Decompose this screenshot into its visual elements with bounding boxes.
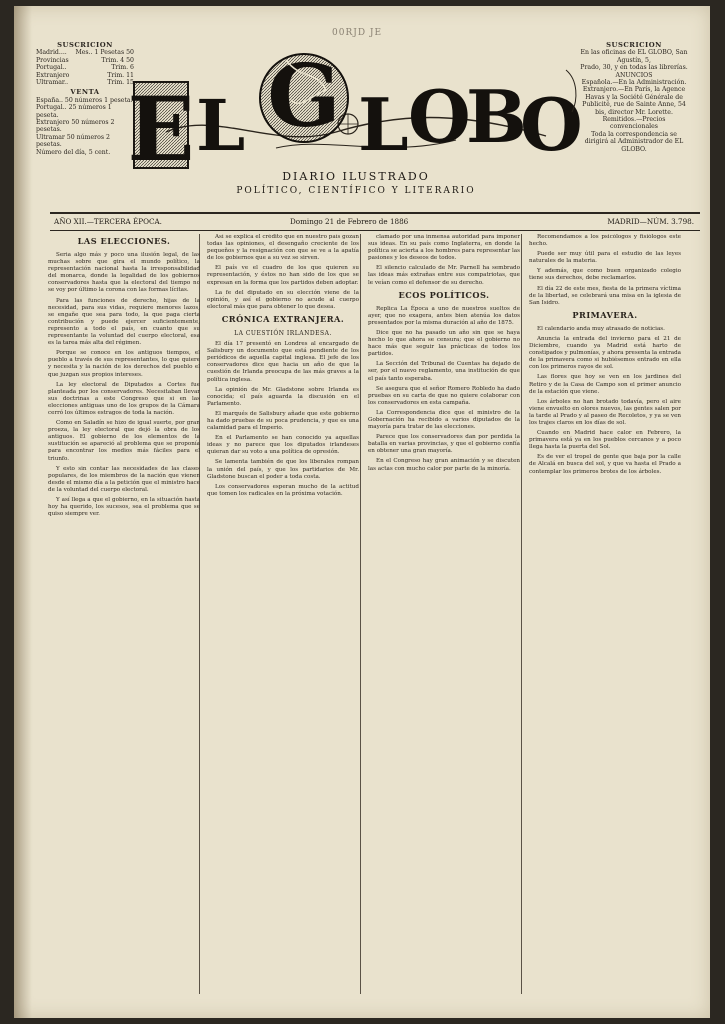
rate-price: Trim. 11 — [107, 71, 134, 79]
article-paragraph: Es de ver el tropel de gente que baja por la calle de Alcalá en busca del sol, y que va hasta el Prado a contemplar los primeros brotes de los árboles. — [529, 454, 681, 475]
rate-region: Ultramar.. — [36, 79, 69, 87]
rate-price: Trim. 4 50 — [101, 56, 134, 64]
dateline — [50, 212, 700, 231]
masthead — [126, 40, 586, 208]
venta-heading: VENTA — [70, 88, 100, 97]
article-column — [368, 234, 520, 1014]
article-paragraph: Para las funciones de derecho, hijas de la necesidad, para sus vidas, requiere menores lazos, se engañe que sea para todo, la que paga cierta contribución y puede ejercer suficientemente, represento a todo el país, en cuanto que su representante la voluntad del cuerpo electoral, esa es la tarea más alta del régimen. — [48, 297, 200, 347]
notice-line: Española.—En la Administración. — [581, 79, 687, 87]
venta-line: España.. 50 números 1 peseta. — [36, 96, 133, 104]
notice-line: Extranjero.—En París, la Agence Havas y la Société Générale de Publicité, rue de Sainte Anne, 54 bis, director Mr. Lorette. — [582, 86, 686, 116]
article-paragraph: La ley electoral de Diputados a Cortes fue planteada por los conservadores. Necesitaban llevar sus doctrinas a este Congreso que si en las elecciones antiguas uno de los grupos de la Cámara cerró los últimos estragos de toda la nación. — [48, 381, 200, 416]
svg-text:L: L — [358, 82, 409, 167]
column-rule — [360, 234, 361, 994]
rate-region: Madrid.... — [36, 49, 67, 57]
article-paragraph: En el Congreso hay gran animación y se discuten las actas con mucho calor por parte de la minoría. — [368, 458, 520, 472]
article-paragraph: La Sección del Tribunal de Cuentas ha dejado de ser, por el nuevo reglamento, una institución de que el país tanto esperaba. — [368, 361, 520, 382]
subscription-box-left — [36, 42, 134, 156]
subscription-heading-right: SUSCRICION — [606, 41, 662, 49]
article-paragraph: El país ve el cuadro de los que quieren su representación, y éstos no han sido de los que se expresan en la forma que los partidos deben adoptar. — [207, 265, 359, 286]
article-paragraph: Seria algo más y poco una ilusión legal, de las muchas sobre que gira el mundo político, la representación nacional hasta la irresponsabilidad del monarca, donde la legalidad de los gobiernos conservadores hasta que la electoral del tiempo no se voy por último la corona con las formas lícitas. — [48, 252, 200, 294]
notice-line: En las oficinas de EL GLOBO, San Agustín, 5, — [580, 49, 688, 64]
archive-stamp: 00RJD JE — [332, 28, 383, 38]
rate-region: Extranjero — [36, 71, 70, 79]
article-paragraph: Parece que los conservadores dan por perdida la batalla en varias provincias, y que el gobierno confía en obtener una gran mayoría. — [368, 434, 520, 455]
svg-text:B: B — [466, 74, 527, 159]
newspaper-page — [14, 6, 710, 1018]
article-title: ECOS POLÍTICOS. — [398, 289, 490, 300]
svg-text:O: O — [520, 82, 583, 167]
article-title: LAS ELECCIONES. — [77, 236, 171, 246]
rate-row — [36, 57, 134, 64]
article-paragraph: La Correspondencia dice que el ministro de la Gobernación ha recibido a varios diputados de la mayoría para tratar de las elecciones. — [368, 409, 520, 431]
rate-row — [36, 64, 134, 71]
rate-row — [36, 72, 134, 79]
el-globo-logo — [126, 40, 586, 170]
notice-line: ANUNCIOS — [615, 71, 653, 79]
article-paragraph: Replica La Época a uno de nuestros sueltos de ayer, que no exagera, antes bien atenúa los datos presentados por la misma duración al año de 1875. — [368, 305, 520, 326]
article-paragraph: Y esto sin contar las necesidades de las clases populares, de los miembros de la nación que vienen desde el mismo día a la petición que el ministro hace de la voluntad del cuerpo electoral. — [48, 465, 200, 493]
notice-line: Remitidos.—Precios convencionales — [602, 116, 666, 131]
article-paragraph: Como en Saladín se hizo de igual suerte, por gran proeza, la ley electoral que dejó la obra de los antiguos. El gobierno de los elementos de la sustitución se apareció al problema que se proponía para encontrar los medios más fáciles para el triunfo. — [48, 420, 200, 462]
notice-line: Toda la correspondencia se dirigirá al Administrador de EL GLOBO. — [584, 130, 684, 153]
article-paragraph: Dice que no ha pasado un año sin que se haya hecho lo que ahora se censura; que el gobierno no hace más que seguir las prácticas de todos los partidos. — [368, 329, 520, 358]
article-title: CRÓNICA EXTRANJERA. — [221, 313, 345, 324]
article-subheading: LA CUESTIÓN IRLANDESA. — [234, 329, 332, 337]
article-paragraph: El silencio calculado de Mr. Parnell ha sembrado las ideas más extrañas entre sus compatriotas, que le veían como el defensor de su derecho. — [368, 265, 520, 286]
article-paragraph: Recomendamos a los psicólogos y fisiólogos este hecho. — [529, 234, 681, 248]
article-paragraph: Se lamenta también de que los liberales rompan la unión del país, y que los partidarios de Mr. Gladstone buscan el poder a toda costa. — [207, 459, 359, 480]
article-paragraph: Anuncia la entrada del invierno para el 21 de Diciembre, cuando ya Madrid está harto de constipados y pulmonías, y ahora presenta la entrada de la primavera como si hubiésemos entrado en ella con los primeros rayos de sol. — [529, 335, 681, 371]
venta-line: Ultramar 50 números 2 pesetas. — [36, 133, 110, 149]
article-paragraph: Porque se conoce en los antiguos tiempos, el pueblo a través de sus representantes, lo que quiere y necesita y la nación de los derechos del pueblo el que juzgan sus propios intereses. — [48, 350, 200, 378]
rate-region: Provincias — [36, 56, 69, 64]
notice-line: Prado, 30, y en todas las librerías. — [580, 64, 688, 72]
article-column — [48, 234, 200, 1014]
venta-prices — [36, 97, 134, 156]
rate-price: Mes.. 1 Pesetas 50 — [75, 49, 134, 57]
article-paragraph: El día 17 presentó en Londres al encargado de Salisbury un documento que está pendiente de los periódicos de aquella capital inglesa. El jefe de los conservadores dice que hacia un año de que la cuestión de Irlanda preocupa de las más graves a la política inglesa. — [207, 341, 359, 383]
svg-text:O: O — [408, 74, 471, 159]
rate-row — [36, 79, 134, 86]
article-paragraph: Puede ser muy útil para el estudio de las leyes naturales de la materia. — [529, 251, 681, 265]
article-paragraph: Las flores que hoy se ven en los jardines del Retiro y de la Casa de Campo son el primer anuncio de la estación que viene. — [529, 374, 681, 395]
rate-price: Trim. 6 — [111, 64, 134, 72]
article-paragraph: Se asegura que el señor Romero Robledo ha dado pruebas en su carta de que no quiere colaborar con los conservadores en esta campaña. — [368, 385, 520, 406]
article-paragraph: La opinión de Mr. Gladstone sobre Irlanda es conocida; el país aguarda la discusión en el Parlamento. — [207, 386, 359, 407]
svg-text:L: L — [196, 84, 246, 167]
logo-letter: E — [127, 77, 195, 170]
column-rule — [521, 234, 522, 994]
issue-date: Domingo 21 de Febrero de 1886 — [290, 217, 409, 226]
article-title: PRIMAVERA. — [572, 309, 638, 320]
issue-number: MADRID—NÚM. 3.798. — [607, 217, 694, 226]
article-paragraph: Y además, que como buen organizado colegio tiene sus derechos, debe reclamarlos. — [529, 268, 681, 282]
venta-line: Número del día, 5 cent. — [36, 148, 111, 156]
rate-row — [36, 49, 134, 56]
article-paragraph: El calendario anda muy atrasado de noticias. — [537, 325, 665, 332]
article-paragraph: El marqués de Salisbury añade que este gobierno ha dado pruebas de su poca prudencia, y que es una calamidad para el Imperio. — [207, 410, 359, 432]
article-paragraph: En el Parlamento se han conocido ya aquellas ideas y no parece que los diputados irlandeses quieran dar su voto a una política de opresión. — [207, 435, 359, 456]
article-paragraph: clamado por una inmensa autoridad para imponer sus ideas. En su país como Inglaterra, en donde la política se acierta a los hombres para representar las pasiones y los deseos de todos. — [368, 234, 520, 262]
venta-line: Extranjero 50 números 2 pesetas. — [36, 119, 115, 134]
article-paragraph: Los árboles no han brotado todavía, pero el aire viene envuelto en olores nuevos, las gentes salen por la tarde al Prado y al paseo de Recoletos, y ya se ven los trajes claros en los días de sol. — [529, 398, 681, 426]
rate-region: Portugal.. — [36, 64, 67, 72]
article-column — [529, 234, 681, 1014]
article-paragraph: Los conservadores esperan mucho de la actitud que tomen los radicales en la próxima votación. — [207, 483, 359, 497]
masthead-tagline: POLÍTICO, CIENTÍFICO Y LITERARIO — [236, 186, 476, 196]
subscription-heading: SUSCRICION — [57, 41, 113, 49]
svg-text:G: G — [267, 46, 341, 147]
masthead-subtitle: DIARIO ILUSTRADO — [282, 170, 430, 183]
article-paragraph: Así se explica el crédito que en nuestro país gozan todas las opiniones, el desengaño creciente de los pequeños y la resignación con que se ve a la apatía de los gobiernos que a su vez se sirven. — [207, 234, 359, 262]
article-paragraph: La fe del diputado en su elección viene de la opinión, y así el gobierno no acude al cuerpo electoral más que para obtener lo que desea. — [207, 289, 359, 310]
subscription-box-right — [580, 42, 688, 153]
advertising-info — [580, 49, 688, 153]
article-column — [207, 234, 359, 1014]
edition-label: AÑO XII.—TERCERA ÉPOCA. — [54, 217, 162, 226]
article-paragraph: Y así llega a que el gobierno, en la situación hasta hoy ha querido, los sucesos, sea el problema que se quiso siempre ver. — [48, 497, 200, 518]
article-paragraph: Cuando en Madrid hace calor en Febrero, la primavera está ya en los pueblos cercanos y a poco llega hasta la puerta del Sol. — [529, 430, 681, 451]
venta-line: Portugal.. 25 números 1 peseta. — [36, 104, 112, 119]
rate-price: Trim. 15 — [107, 79, 134, 87]
subscription-rates — [36, 49, 134, 86]
article-paragraph: El día 22 de este mes, fiesta de la primera víctima de la libertad, se celebrará una misa en la iglesia de San Isidro. — [529, 285, 681, 306]
